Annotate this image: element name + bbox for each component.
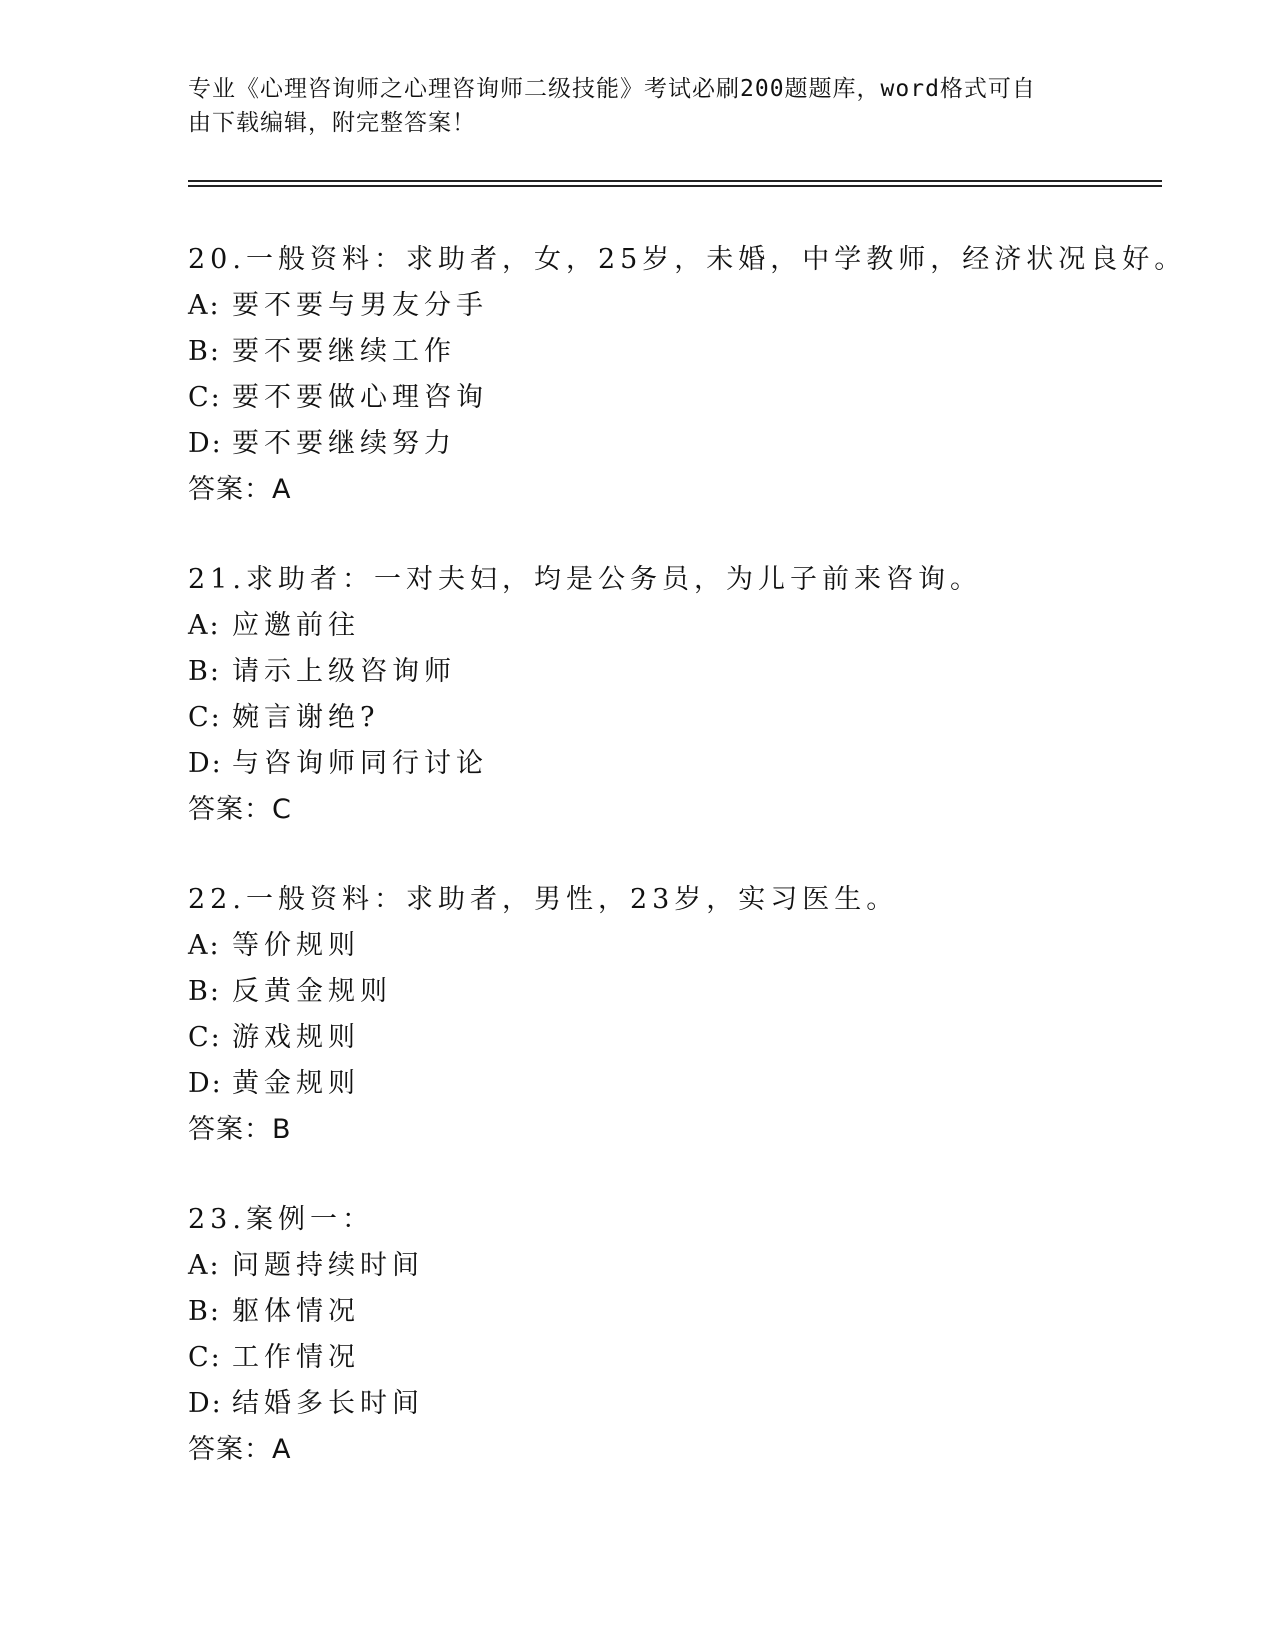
option-text: 婉言谢绝? xyxy=(232,702,380,733)
question-stem: 23.案例一： xyxy=(188,1204,374,1235)
option-text: 要不要与男友分手 xyxy=(232,290,488,321)
option-text: 要不要继续工作 xyxy=(232,336,456,367)
option-letter: C: xyxy=(188,1022,222,1053)
option-c xyxy=(188,1335,1148,1381)
question-20 xyxy=(188,237,1187,513)
answer-line: 答案：B xyxy=(188,1114,292,1145)
option-text: 工作情况 xyxy=(232,1342,360,1373)
option-text: 要不要做心理咨询 xyxy=(232,382,488,413)
option-b xyxy=(188,649,1148,695)
option-c xyxy=(188,375,1148,421)
option-d xyxy=(188,421,1148,467)
option-letter: A: xyxy=(188,610,221,641)
option-a xyxy=(188,1243,1148,1289)
option-letter: C: xyxy=(188,382,222,413)
header-divider-bottom xyxy=(188,185,1162,187)
question-stem: 21.求助者：一对夫妇，均是公务员，为儿子前来咨询。 xyxy=(188,564,982,595)
option-d xyxy=(188,1061,1148,1107)
option-d xyxy=(188,1381,1148,1427)
option-text: 与咨询师同行讨论 xyxy=(232,748,488,779)
option-letter: C: xyxy=(188,702,222,733)
option-letter: A: xyxy=(188,930,221,961)
question-21 xyxy=(188,557,1148,833)
question-22 xyxy=(188,877,1148,1153)
option-d xyxy=(188,741,1148,787)
option-c xyxy=(188,695,1148,741)
option-a xyxy=(188,923,1148,969)
option-text: 反黄金规则 xyxy=(232,976,392,1007)
option-text: 要不要继续努力 xyxy=(232,428,456,459)
option-text: 游戏规则 xyxy=(232,1022,360,1053)
question-23 xyxy=(188,1197,1148,1473)
option-b xyxy=(188,329,1148,375)
header-line-1: 专业《心理咨询师之心理咨询师二级技能》考试必刷200题题库，word格式可自 xyxy=(188,76,1036,102)
option-letter: D: xyxy=(188,1388,223,1419)
option-letter: D: xyxy=(188,428,223,459)
document-header xyxy=(188,72,1068,140)
answer-line: 答案：A xyxy=(188,1434,292,1465)
option-letter: C: xyxy=(188,1342,222,1373)
option-a xyxy=(188,603,1148,649)
option-letter: D: xyxy=(188,748,223,779)
option-c xyxy=(188,1015,1148,1061)
answer-line: 答案：A xyxy=(188,474,292,505)
header-divider-top xyxy=(188,180,1162,182)
option-letter: A: xyxy=(188,1250,221,1281)
answer-line: 答案：C xyxy=(188,794,292,825)
option-text: 请示上级咨询师 xyxy=(232,656,456,687)
question-stem: 22.一般资料：求助者，男性，23岁，实习医生。 xyxy=(188,884,899,915)
option-text: 应邀前往 xyxy=(232,610,360,641)
option-b xyxy=(188,1289,1148,1335)
option-text: 黄金规则 xyxy=(232,1068,360,1099)
option-text: 躯体情况 xyxy=(232,1296,360,1327)
option-letter: B: xyxy=(188,976,221,1007)
option-a xyxy=(188,283,1148,329)
option-letter: B: xyxy=(188,336,221,367)
option-text: 结婚多长时间 xyxy=(232,1388,424,1419)
option-b xyxy=(188,969,1148,1015)
option-letter: D: xyxy=(188,1068,223,1099)
option-text: 问题持续时间 xyxy=(232,1250,424,1281)
option-letter: B: xyxy=(188,1296,221,1327)
option-letter: A: xyxy=(188,290,221,321)
question-stem: 20.一般资料：求助者，女，25岁，未婚，中学教师，经济状况良好。 xyxy=(188,244,1187,275)
header-line-2: 由下载编辑，附完整答案！ xyxy=(188,110,476,136)
option-text: 等价规则 xyxy=(232,930,360,961)
option-letter: B: xyxy=(188,656,221,687)
